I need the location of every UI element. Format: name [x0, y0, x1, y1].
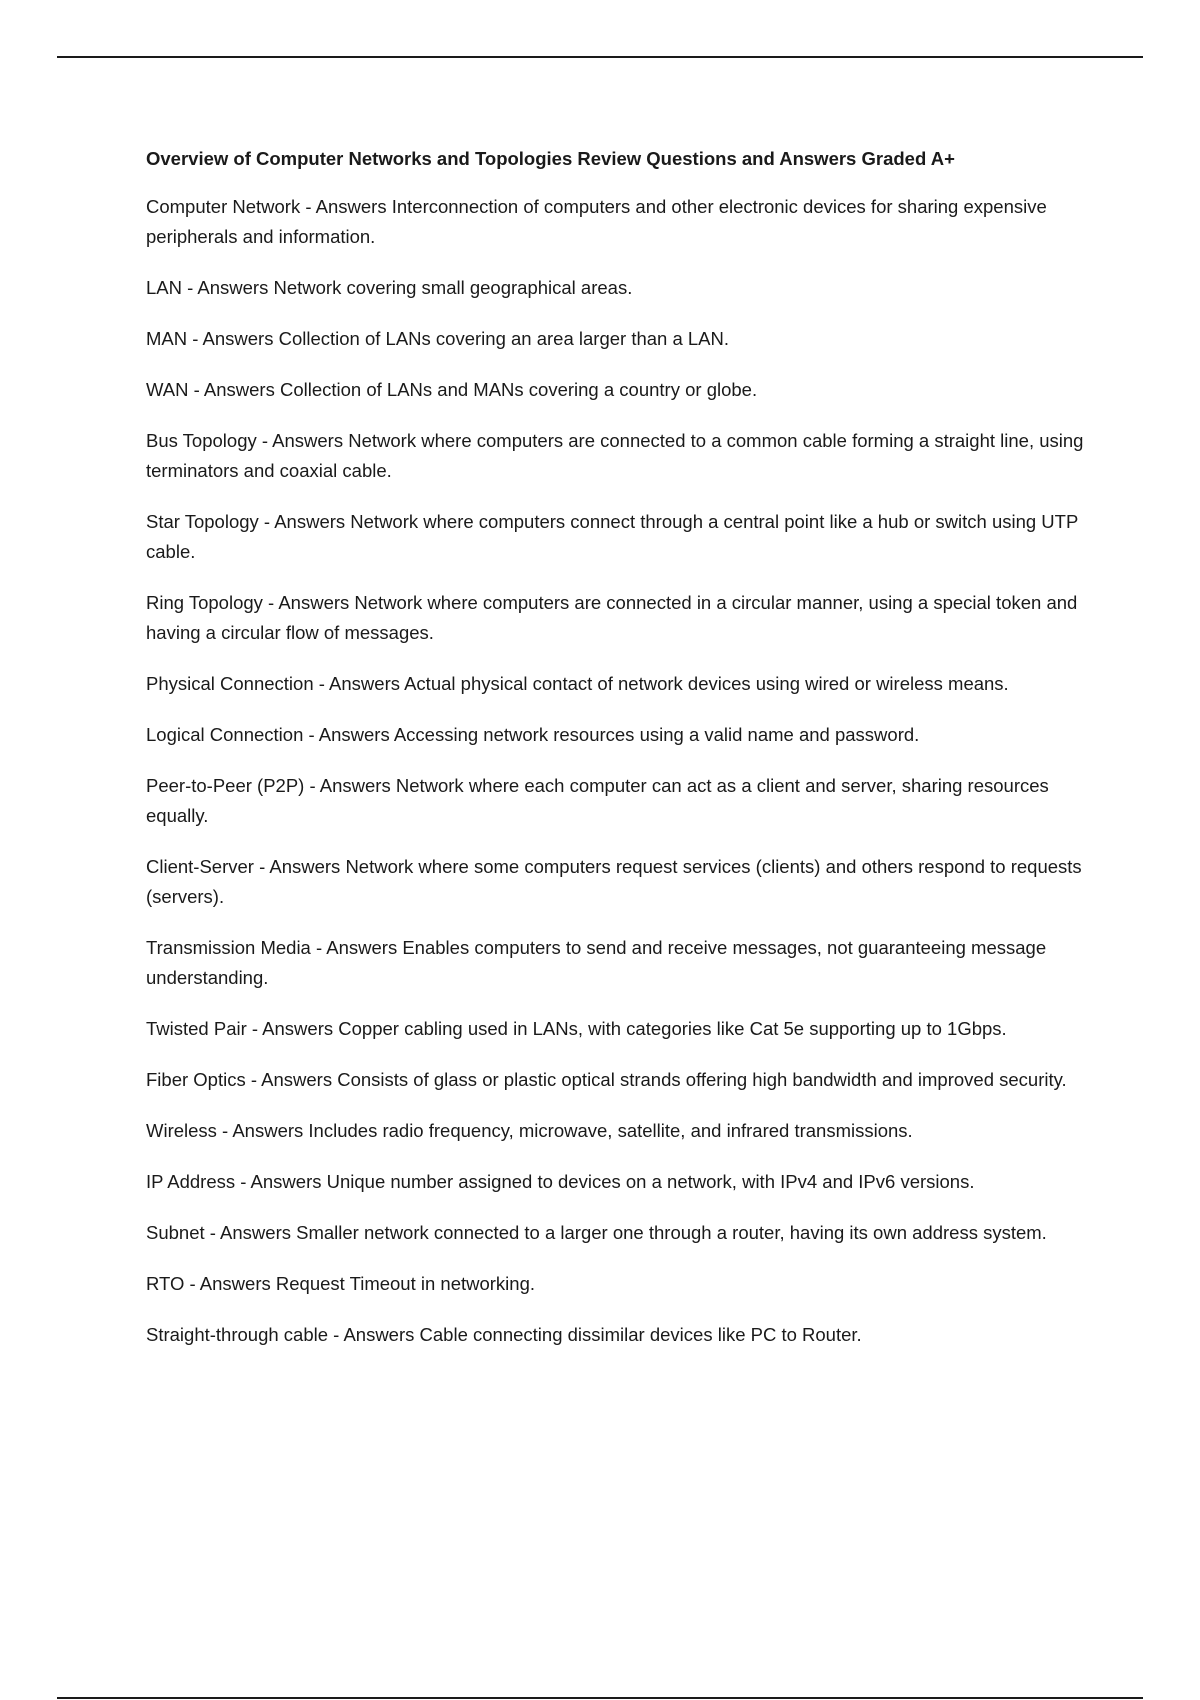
- entry-lan: LAN - Answers Network covering small geographical areas.: [146, 277, 633, 298]
- entry-wan: WAN - Answers Collection of LANs and MANs covering a country or globe.: [146, 379, 758, 400]
- entry-ring-topology: Ring Topology - Answers Network where computers are connected in a circular manner, using a special token and having a circular flow of messages.: [146, 592, 1078, 643]
- entry-twisted-pair: Twisted Pair - Answers Copper cabling used in LANs, with categories like Cat 5e supporting up to 1Gbps.: [146, 1018, 1007, 1039]
- entry-transmission-media: Transmission Media - Answers Enables computers to send and receive messages, not guaranteeing message understanding.: [146, 937, 1047, 988]
- entry-bus-topology: Bus Topology - Answers Network where computers are connected to a common cable forming a straight line, using terminators and coaxial cable.: [146, 430, 1084, 481]
- entry-ip-address: IP Address - Answers Unique number assigned to devices on a network, with IPv4 and IPv6 versions.: [146, 1171, 975, 1192]
- header-rule: [57, 56, 1143, 58]
- entry-straight-through-cable: Straight-through cable - Answers Cable connecting dissimilar devices like PC to Router.: [146, 1324, 862, 1345]
- entry-fiber-optics: Fiber Optics - Answers Consists of glass or plastic optical strands offering high bandwidth and improved security.: [146, 1069, 1067, 1090]
- document-body: [146, 144, 1096, 1371]
- entry-physical-connection: Physical Connection - Answers Actual physical contact of network devices using wired or wireless means.: [146, 673, 1009, 694]
- entry-client-server: Client-Server - Answers Network where some computers request services (clients) and others respond to requests (servers).: [146, 856, 1082, 907]
- entry-logical-connection: Logical Connection - Answers Accessing network resources using a valid name and password.: [146, 724, 920, 745]
- entry-rto: RTO - Answers Request Timeout in networking.: [146, 1273, 536, 1294]
- entry-man: MAN - Answers Collection of LANs covering an area larger than a LAN.: [146, 328, 730, 349]
- footer-rule: [57, 1697, 1143, 1699]
- entry-subnet: Subnet - Answers Smaller network connected to a larger one through a router, having its own address system.: [146, 1222, 1047, 1243]
- entry-peer-to-peer: Peer-to-Peer (P2P) - Answers Network where each computer can act as a client and server, sharing resources equally.: [146, 775, 1049, 826]
- entry-computer-network: Computer Network - Answers Interconnection of computers and other electronic devices for sharing expensive peripherals and information.: [146, 196, 1047, 247]
- entry-star-topology: Star Topology - Answers Network where computers connect through a central point like a hub or switch using UTP cable.: [146, 511, 1078, 562]
- entry-wireless: Wireless - Answers Includes radio frequency, microwave, satellite, and infrared transmissions.: [146, 1120, 913, 1141]
- document-title: Overview of Computer Networks and Topologies Review Questions and Answers Graded A+: [146, 148, 955, 169]
